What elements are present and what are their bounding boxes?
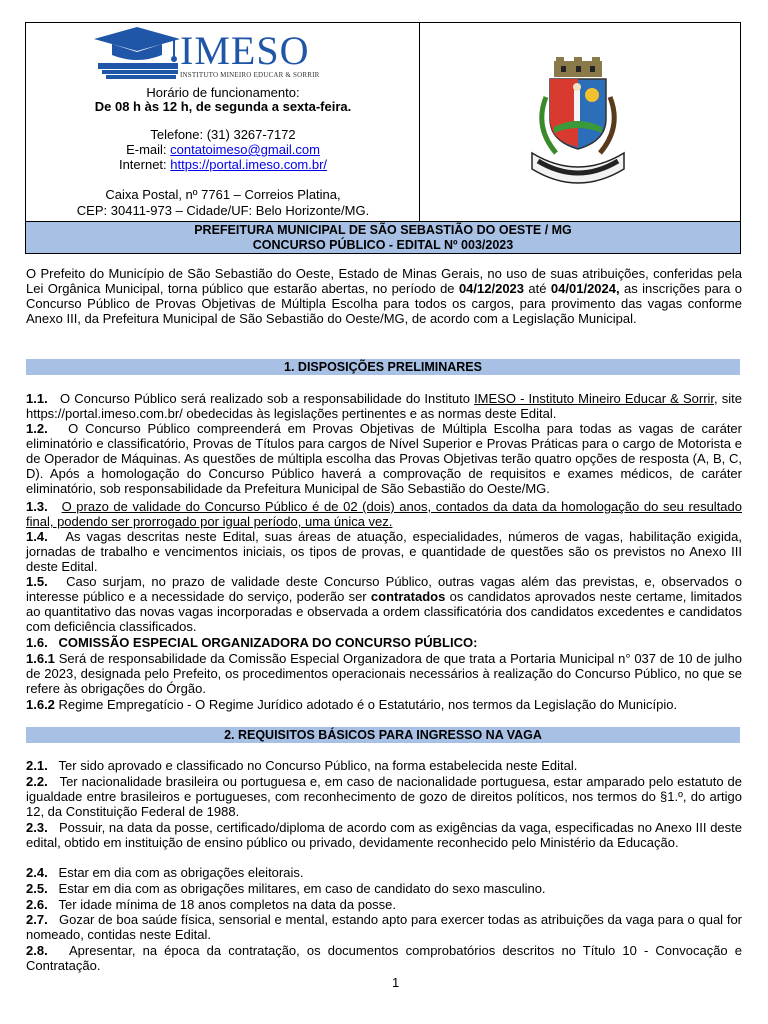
item-text: As vagas descritas neste Edital, suas áreas de atuação, especialidades, números de vagas, habilitação exigida, jornadas de trabalho e vencimentos iniciais, os tipos de provas, e quantidade de questões são os previstos no Anexo III deste Edital. [26,529,742,574]
item-2-5 [26,881,742,896]
institute-info-cell [26,23,420,221]
item-1-1 [26,391,742,421]
intro-paragraph [26,266,742,326]
commission-heading: COMISSÃO ESPECIAL ORGANIZADORA DO CONCURSO PÚBLICO: [58,635,478,650]
item-number: 2.2. [26,774,48,789]
banner-line-2: CONCURSO PÚBLICO - EDITAL Nº 003/2023 [252,237,514,252]
item-text: Caso surjam, no prazo de validade deste Concurso Público, outras vagas além das previstas, e, observados o interesse público e a necessidade do serviço, poderão ser [26,574,742,604]
item-number: 2.6. [26,897,48,912]
item-text: Ter sido aprovado e classificado no Concurso Público, na forma estabelecida neste Edital. [58,758,578,773]
page-number: 1 [392,975,400,990]
item-1-3 [26,499,742,529]
item-1-6 [26,635,742,650]
item-text: , site https://portal.imeso.com.br/ obedecidas às legislações pertinentes e as normas deste Edital. [26,391,742,421]
item-text: Regime Empregatício - O Regime Jurídico adotado é o Estatutário, nos termos da Legislação do Município. [58,697,678,712]
item-2-3 [26,820,742,850]
item-text: O Concurso Público compreenderá em Provas Objetivas de Múltipla Escolha para todas as vagas de caráter eliminatório e classificatório, Provas de Títulos para cargos de Nível Superior e Provas Práticas para o cargo de Motorista e de Operador de Máquinas. As questões de múltipla escolha das Provas Objetivas terão quatro opções de resposta (A, B, C, D). Após a homologação do Concurso Público haverá a comprovação de requisitos e exames médicos, de caráter eliminatório, sob responsabilidade da Prefeitura Municipal de São Sebastião do Oeste/MG. [26,421,742,496]
intro-date-end: 04/01/2024, [550,281,620,296]
postal-box: Caixa Postal, nº 7761 – Correios Platina, [105,187,341,202]
item-text: Ter nacionalidade brasileira ou portuguesa e, em caso de nacionalidade portuguesa, estar amparado pelo estatuto de igualdade entre brasileiros e portugueses, com reconhecimento de gozo de direitos políticos, nos termos do §1.º, do artigo 12, da Constituição Federal de 1988. [26,774,742,819]
header-banner [26,221,740,253]
phone: Telefone: (31) 3267-7172 [150,127,296,142]
intro-text-1: O Prefeito do Município de São Sebastião do Oeste, Estado de Minas Gerais, no uso de suas atribuições, conferidas pela Lei Orgânica Municipal, torna público que estarão abertas, no período de [26,266,742,296]
portal-link[interactable]: https://portal.imeso.com.br/ [170,157,328,172]
item-number: 2.7. [26,912,48,927]
item-1-2 [26,421,742,496]
item-number: 2.5. [26,881,48,896]
item-text: O prazo de validade do Concurso Público é de 02 (dois) anos, contados da data da homologação do seu resultado final, podendo ser prorrogado por igual período, uma única vez. [26,499,742,529]
item-text: O Concurso Público será realizado sob a responsabilidade do Instituto [60,391,475,406]
logo-title: IMESO [180,28,310,73]
hours-label: Horário de funcionamento: [146,85,300,100]
item-2-4 [26,865,742,880]
section-2-heading: 2. REQUISITOS BÁSICOS PARA INGRESSO NA VAGA [26,727,740,743]
item-number: 1.5. [26,574,48,589]
item-number: 1.6.2 [26,697,55,712]
email-link[interactable]: contatoimeso@gmail.com [170,142,320,157]
hours-value: De 08 h às 12 h, de segunda a sexta-feira. [94,99,352,114]
intro-text-3: as inscrições para o Concurso Público de Provas Objetivas de Múltipla Escolha para todos os cargos, para provimento das vagas conforme Anexo III, da Prefeitura Municipal de São Sebastião do Oeste/MG, de acordo com a Legislação Municipal. [26,281,743,326]
item-number: 2.3. [26,820,48,835]
item-1-4 [26,529,742,574]
item-text: Estar em dia com as obrigações militares, em caso de candidato do sexo masculino. [58,881,546,896]
item-2-6 [26,897,742,912]
imeso-logo [92,25,352,83]
item-2-8 [26,943,742,973]
item-text: Estar em dia com as obrigações eleitorais. [58,865,304,880]
internet-label: Internet: [118,157,171,172]
item-2-2 [26,774,742,819]
logo-subtitle: INSTITUTO MINEIRO EDUCAR & SORRIR [180,71,320,79]
email-line [26,142,420,157]
institute-name-link[interactable]: IMESO - Instituto Mineiro Educar & Sorrir [474,391,715,406]
item-number: 1.4. [26,529,48,544]
cep-city: CEP: 30411-973 – Cidade/UF: Belo Horizonte/MG. [76,203,370,218]
item-number: 1.6. [26,635,48,650]
item-number: 1.3. [26,499,48,514]
item-number: 1.6.1 [26,651,55,666]
item-1-5 [26,574,742,634]
banner-line-1: PREFEITURA MUNICIPAL DE SÃO SEBASTIÃO DO OESTE / MG [194,223,572,237]
item-text: Possuir, na data da posse, certificado/diploma de acordo com as exigências da vaga, especificadas no Anexo III deste edital, obtido em instituição de ensino público ou privado, devidamente reconhecido pelo Ministério da Educação. [26,820,742,850]
intro-date-start: 04/12/2023 [458,281,525,296]
item-2-1 [26,758,742,773]
item-2-7 [26,912,742,942]
section-1-heading: 1. DISPOSIÇÕES PRELIMINARES [26,359,740,375]
graduation-cap-icon [92,25,182,81]
header-box [25,22,741,254]
item-text: Apresentar, na época da contratação, os documentos comprobatórios descritos no Título 10 - Convocação e Contratação. [26,943,742,973]
item-number: 2.8. [26,943,48,958]
item-number: 1.1. [26,391,48,406]
item-number: 1.2. [26,421,48,436]
item-number: 2.4. [26,865,48,880]
email-label: E-mail: [126,142,171,157]
item-text: Gozar de boa saúde física, sensorial e mental, estando apto para exercer todas as atribuições da vaga para o qual for nomeado, contidas neste Edital. [26,912,742,942]
item-text: Ter idade mínima de 18 anos completos na data da posse. [58,897,397,912]
item-number: 2.1. [26,758,48,773]
item-text: os candidatos aprovados neste certame, limitados ao quantitativo das novas vagas incorporadas e observada a ordem classificatória dos candidatos excedentes e candidatos com deficiência classificados. [26,589,742,634]
item-text: Será de responsabilidade da Comissão Especial Organizadora de que trata a Portaria Municipal n° 037 de 10 de julho de 2023, designada pelo Prefeito, os procedimentos operacionais necessários à realização do Concurso Público, no que se refere às obrigações do Órgão. [26,651,742,696]
municipal-coat-of-arms-icon [528,57,628,207]
item-text-bold: contratados [370,589,446,604]
internet-line [26,157,420,172]
item-1-6-2 [26,697,742,712]
item-1-6-1 [26,651,742,696]
municipal-crest-cell [420,23,742,221]
intro-text-2: até [524,281,551,296]
